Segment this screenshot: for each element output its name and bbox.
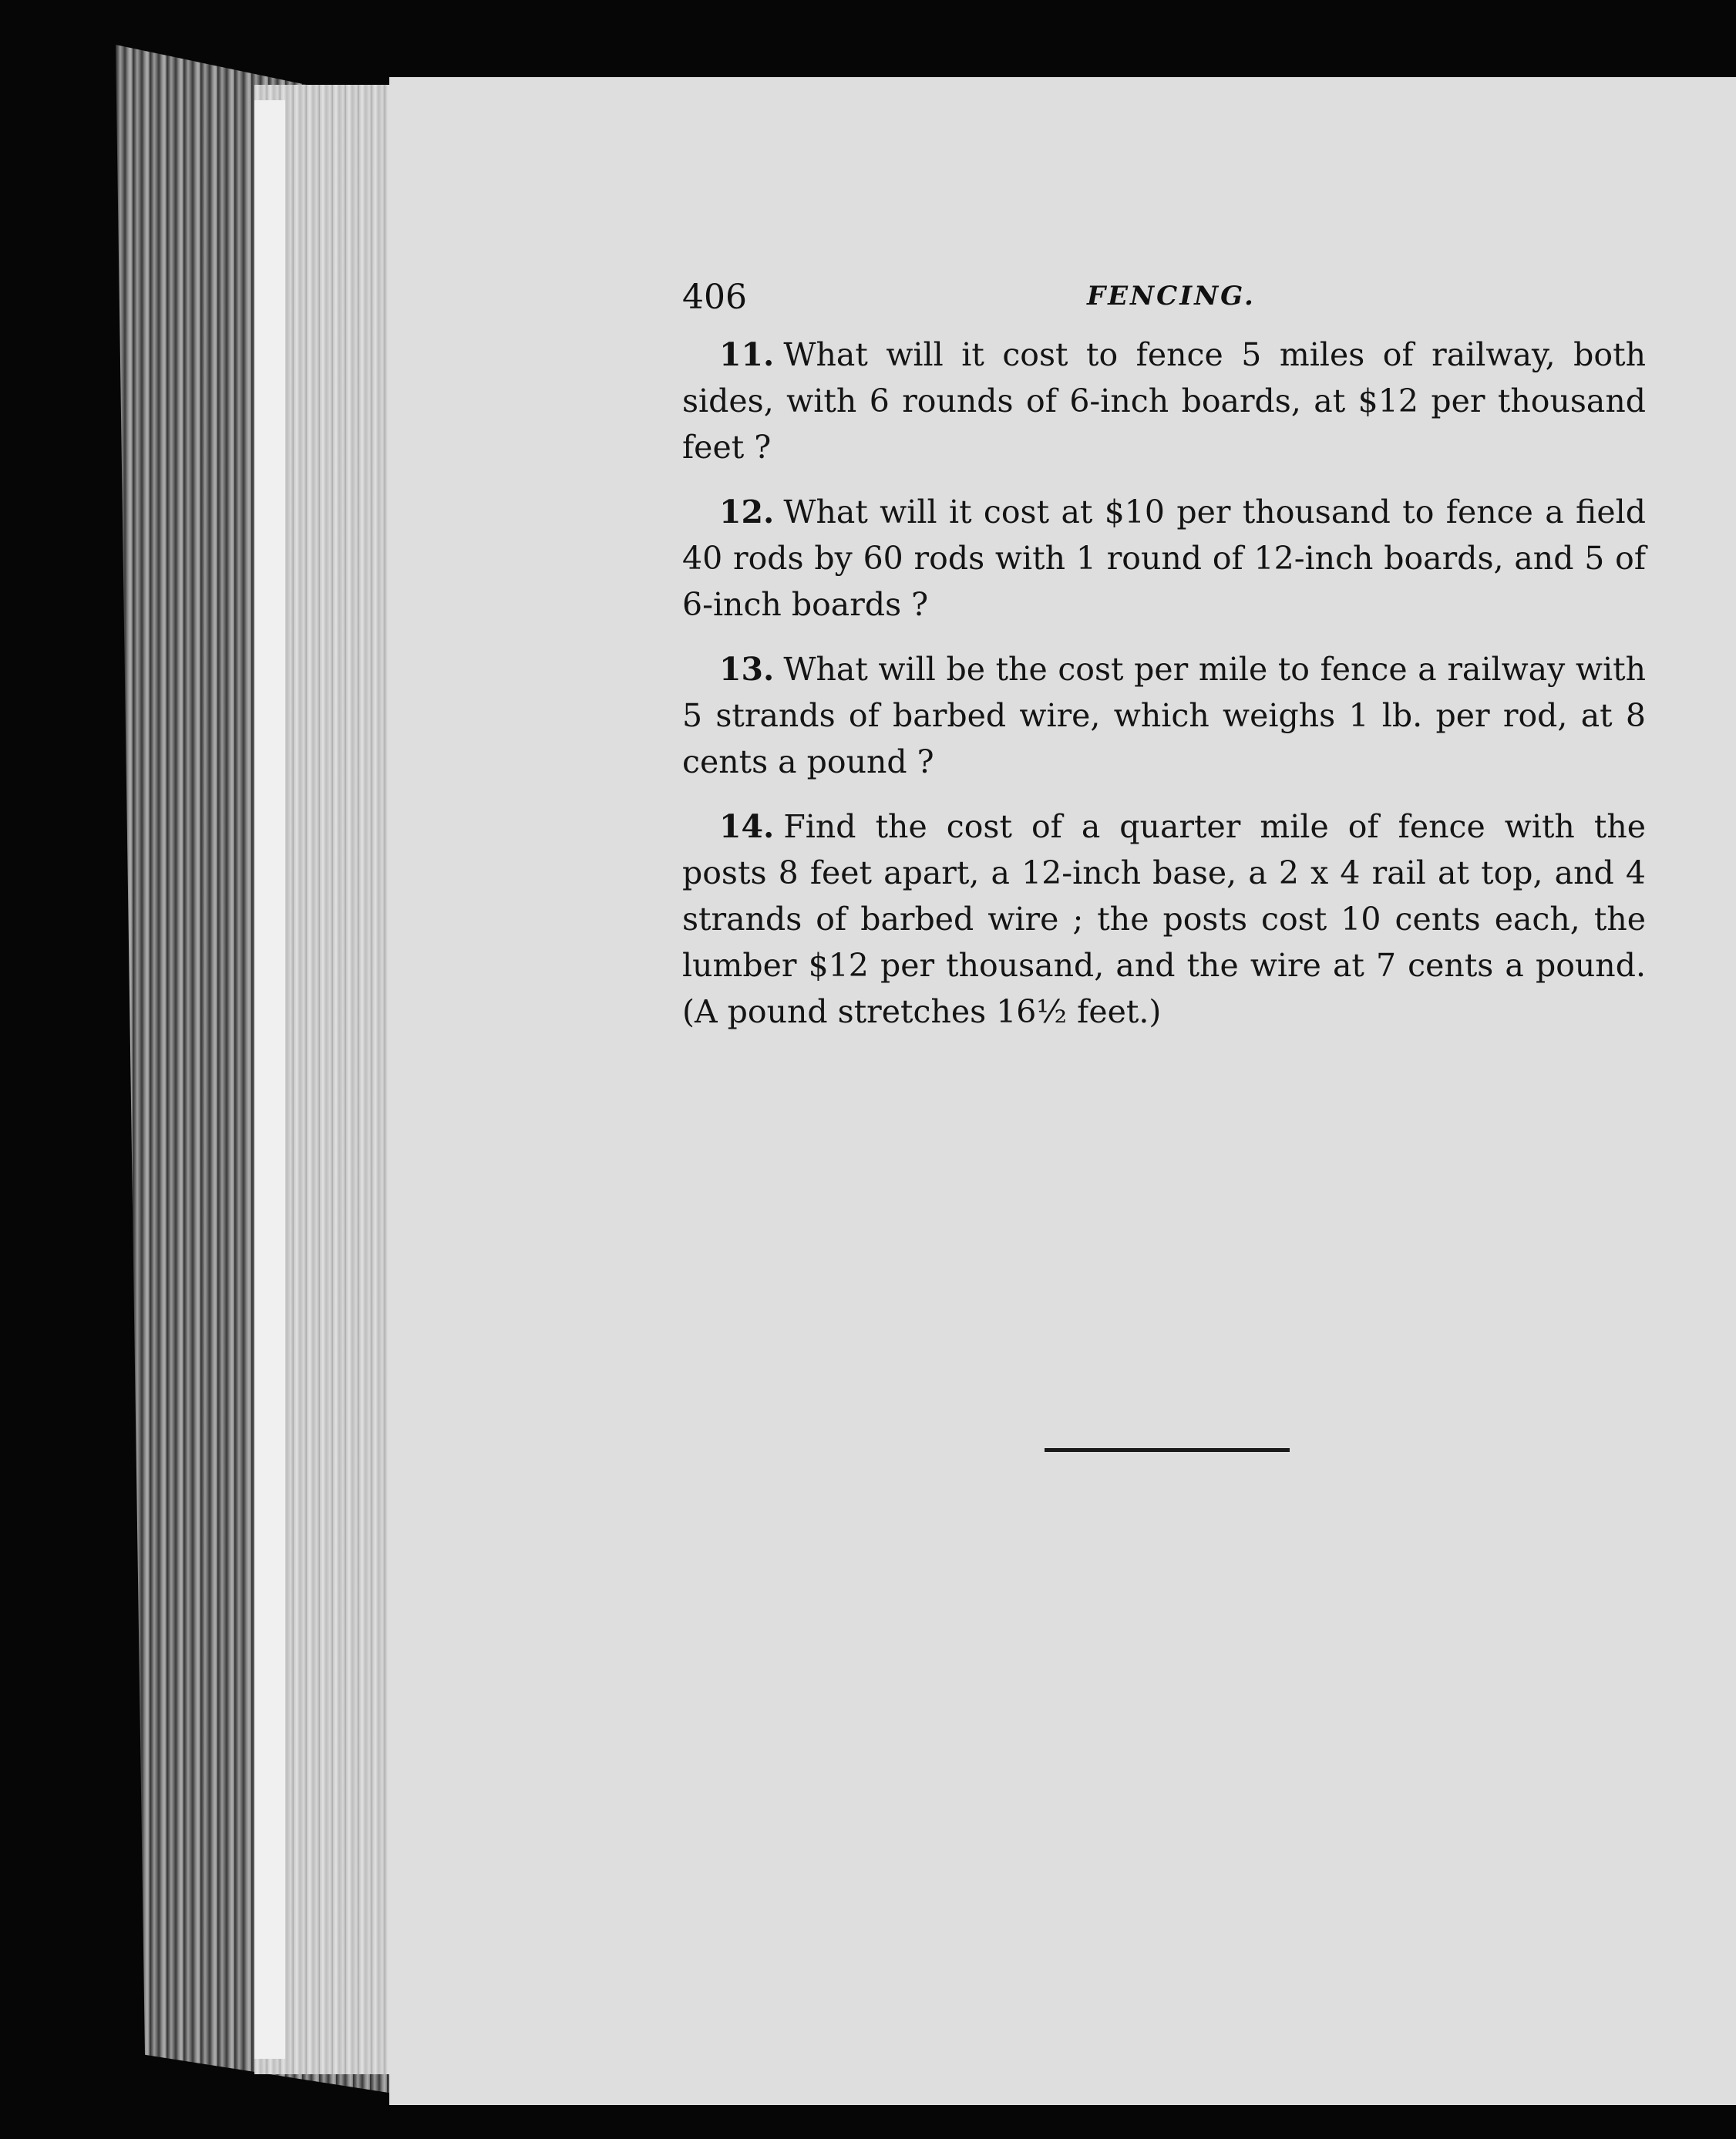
problem-13 (682, 646, 1646, 785)
problem-11 (682, 332, 1646, 470)
problem-14 (682, 803, 1646, 1035)
running-head-title: FENCING. (1087, 281, 1256, 312)
problem-12 (682, 489, 1646, 628)
end-rule (1045, 1448, 1290, 1452)
problem-number: 11. (719, 336, 775, 373)
problem-text: Find the cost of a quarter mile of fence with the posts 8 feet apart, a 12-inch base, a 2 x 4 rail at top, and 4 strands of barbed wire ; the posts cost 10 cents each, the lumber $12 per thousand, and the wire at 7 cents a pound. (A pound stretches 16½ feet.) (682, 808, 1646, 1030)
page-text-block (682, 278, 1646, 1053)
problem-text: What will it cost to fence 5 miles of railway, both sides, with 6 rounds of 6-inch boards, at $12 per thousand feet ? (682, 336, 1646, 466)
problem-number: 13. (719, 651, 775, 688)
running-head (682, 278, 1646, 332)
page-number: 406 (682, 278, 747, 317)
problem-number: 12. (719, 493, 775, 531)
problem-text: What will be the cost per mile to fence a railway with 5 strands of barbed wire, which weighs 1 lb. per rod, at 8 cents a pound ? (682, 651, 1646, 780)
page-edge-white (254, 100, 285, 2059)
problem-number: 14. (719, 808, 775, 845)
problem-text: What will it cost at $10 per thousand to fence a field 40 rods by 60 rods with 1 round of 12-inch boards, and 5 of 6-inch boards ? (682, 493, 1646, 623)
